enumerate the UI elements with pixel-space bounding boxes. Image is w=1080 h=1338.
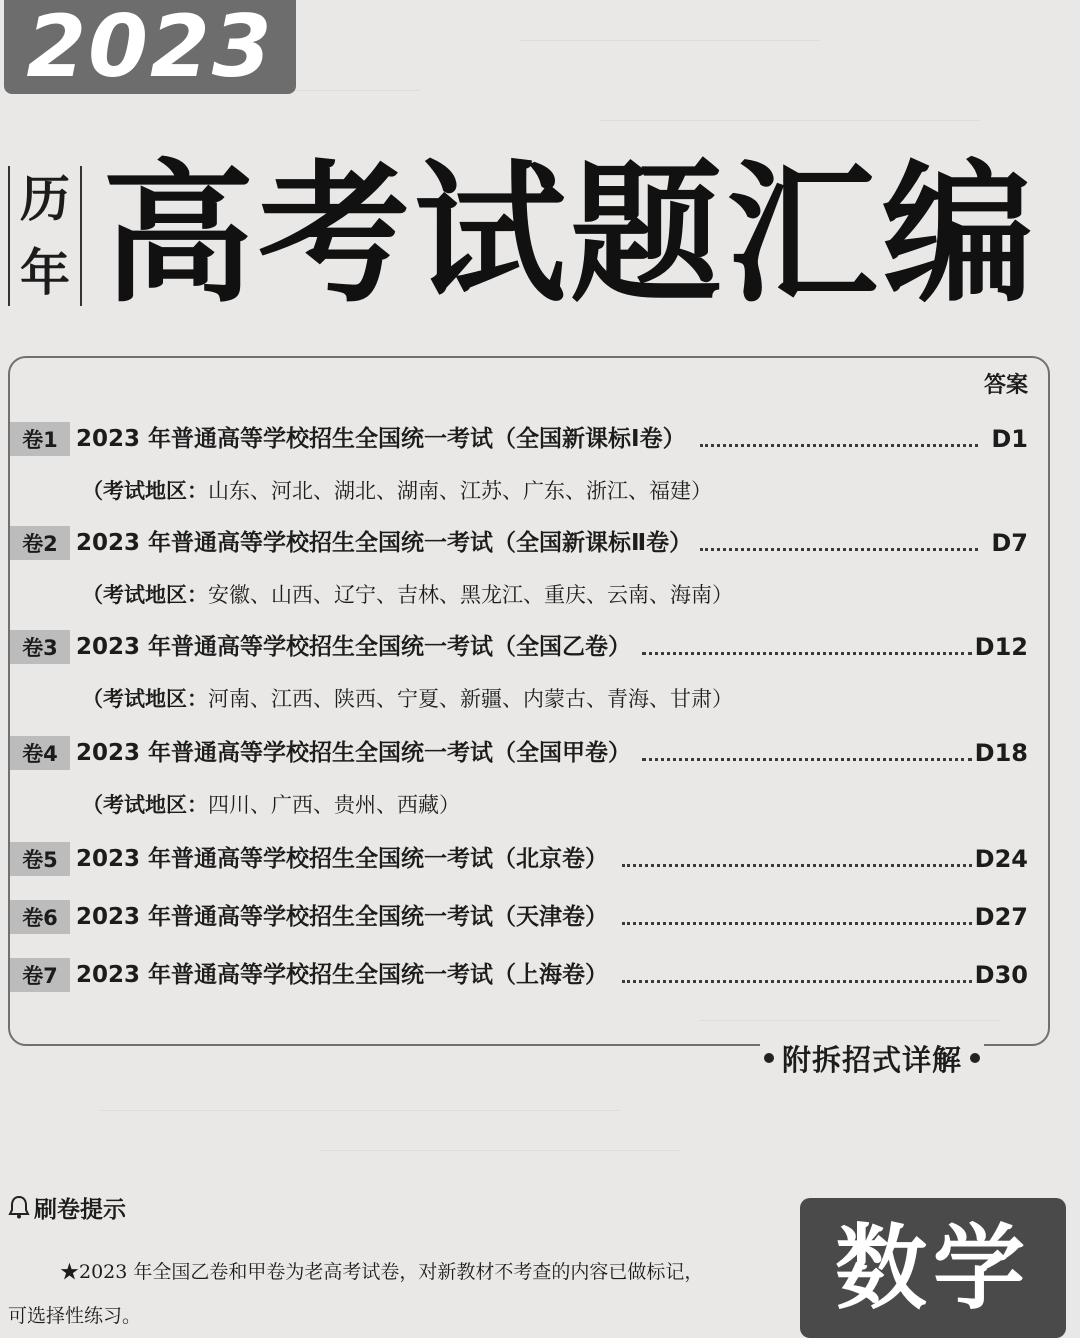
table-of-contents <box>8 356 1050 1046</box>
toc-entry[interactable] <box>10 900 1048 940</box>
toc-entry[interactable] <box>10 630 1048 670</box>
page-number: D7 <box>991 529 1028 557</box>
detailed-solutions-label: 附拆招式详解 <box>782 1042 963 1077</box>
page-number: D18 <box>974 739 1028 767</box>
tip-heading <box>8 1192 126 1222</box>
leader-dots <box>622 864 972 867</box>
exam-regions <box>82 578 733 612</box>
toc-entry[interactable] <box>10 842 1048 882</box>
volume-tag: 卷3 <box>10 630 70 664</box>
leader-dots <box>622 922 972 925</box>
entry-title: 2023 年普通高等学校招生全国统一考试（上海卷） <box>76 962 609 988</box>
page-number: D1 <box>991 425 1028 453</box>
page-number: D12 <box>974 633 1028 661</box>
vertical-char-1: 历 <box>20 169 70 228</box>
vertical-char-2: 年 <box>20 243 70 302</box>
exam-regions <box>82 474 712 508</box>
region-label: （考试地区： <box>82 687 208 711</box>
entry-title: 2023 年普通高等学校招生全国统一考试（全国新课标Ⅰ卷） <box>76 426 686 452</box>
bullet-dot <box>970 1053 980 1063</box>
toc-entry[interactable] <box>10 736 1048 776</box>
leader-dots <box>700 548 978 551</box>
volume-tag: 卷2 <box>10 526 70 560</box>
vertical-label <box>8 166 82 306</box>
entry-title: 2023 年普通高等学校招生全国统一考试（全国乙卷） <box>76 634 632 660</box>
leader-dots <box>642 758 972 761</box>
entry-title: 2023 年普通高等学校招生全国统一考试（北京卷） <box>76 846 609 872</box>
toc-entry[interactable] <box>10 422 1048 462</box>
leader-dots <box>622 980 972 983</box>
page-number: D27 <box>974 903 1028 931</box>
page-number: D24 <box>974 845 1028 873</box>
toc-entry[interactable] <box>10 958 1048 998</box>
region-list: 安徽、山西、辽宁、吉林、黑龙江、重庆、云南、海南） <box>208 583 733 607</box>
vertical-rule-right <box>80 166 82 306</box>
bell-icon <box>8 1195 30 1219</box>
exam-regions <box>82 682 733 716</box>
region-label: （考试地区： <box>82 479 208 503</box>
volume-tag: 卷7 <box>10 958 70 992</box>
region-list: 山东、河北、湖北、湖南、江苏、广东、浙江、福建） <box>208 479 712 503</box>
leader-dots <box>700 444 978 447</box>
entry-title: 2023 年普通高等学校招生全国统一考试（全国甲卷） <box>76 740 632 766</box>
region-list: 河南、江西、陕西、宁夏、新疆、内蒙古、青海、甘肃） <box>208 687 733 711</box>
tip-heading-text: 刷卷提示 <box>34 1196 126 1223</box>
bullet-dot <box>764 1053 774 1063</box>
book-title: 高考试题汇编 <box>102 146 1038 323</box>
volume-tag: 卷5 <box>10 842 70 876</box>
volume-tag: 卷6 <box>10 900 70 934</box>
region-label: （考试地区： <box>82 583 208 607</box>
tip-line-1: ★2023 年全国乙卷和甲卷为老高考试卷，对新教材不考查的内容已做标记， <box>60 1261 704 1283</box>
subject-text: 数学 <box>834 1215 1031 1322</box>
entry-title: 2023 年普通高等学校招生全国统一考试（全国新课标Ⅱ卷） <box>76 530 693 556</box>
toc-entry[interactable] <box>10 526 1048 566</box>
answer-column-header: 答案 <box>983 373 1028 398</box>
tip-body <box>8 1250 768 1338</box>
entry-title: 2023 年普通高等学校招生全国统一考试（天津卷） <box>76 904 609 930</box>
volume-tag: 卷1 <box>10 422 70 456</box>
region-label: （考试地区： <box>82 793 208 817</box>
detailed-solutions-link[interactable] <box>760 1038 984 1078</box>
tip-line-2: 可选择性练习。 <box>8 1305 142 1327</box>
region-list: 四川、广西、贵州、西藏） <box>208 793 460 817</box>
leader-dots <box>642 652 972 655</box>
page-number: D30 <box>974 961 1028 989</box>
exam-regions <box>82 788 460 822</box>
year-badge <box>4 0 296 97</box>
year-text: 2023 <box>26 0 274 97</box>
vertical-rule-left <box>8 166 10 306</box>
volume-tag: 卷4 <box>10 736 70 770</box>
subject-badge <box>800 1198 1066 1338</box>
